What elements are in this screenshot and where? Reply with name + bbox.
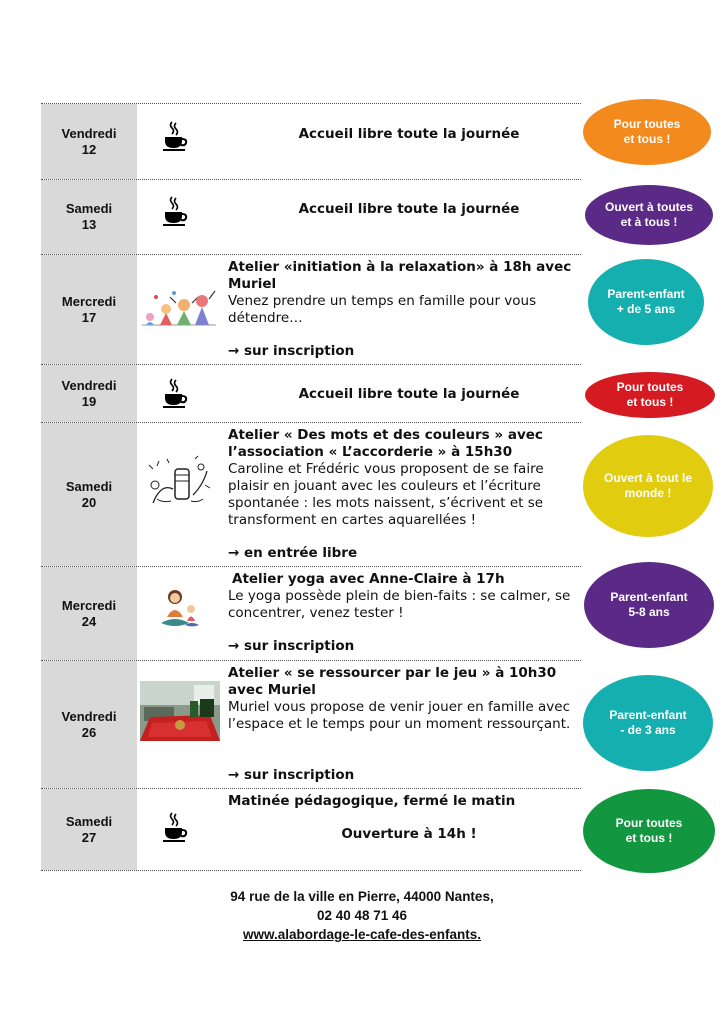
- event-day: Vendredi: [61, 377, 117, 393]
- coffee-cup-icon: [161, 120, 189, 152]
- event-row: [41, 103, 581, 179]
- event-day: Samedi: [65, 201, 113, 216]
- event-title: Accueil libre toute la journée: [298, 386, 520, 402]
- event-row: [41, 660, 581, 788]
- event-date: [41, 423, 137, 566]
- event-row: [41, 566, 581, 660]
- coffee-cup-icon: [161, 811, 189, 843]
- event-row: [41, 254, 581, 364]
- event-title: Accueil libre toute la journée: [298, 126, 520, 142]
- event-row: [41, 788, 581, 871]
- event-title: Atelier yoga avec Anne-Claire à 17h: [232, 571, 505, 587]
- event-note: → sur inscription: [228, 767, 355, 783]
- event-day-number: 26: [81, 724, 97, 740]
- event-row: [41, 364, 581, 422]
- event-date: [41, 365, 137, 422]
- audience-badge: Parent-enfant 5-8 ans: [584, 562, 714, 648]
- footer-phone: 02 40 48 71 46: [316, 908, 408, 923]
- audience-badge: Pour toutes et tous !: [583, 99, 711, 165]
- yoga-drawing: [159, 587, 201, 631]
- event-day-number: 24: [81, 613, 97, 629]
- audience-badge: Pour toutes et tous !: [585, 372, 715, 418]
- footer: [0, 887, 724, 944]
- event-row: [41, 179, 581, 254]
- event-day-number: 13: [81, 217, 97, 232]
- event-date: [41, 789, 137, 870]
- event-description: Le yoga possède plein de bien-faits : se calmer, se concentrer, venez tester !: [228, 588, 571, 621]
- audience-badge: Ouvert à tout le monde !: [583, 435, 713, 537]
- event-day-number: 17: [81, 309, 97, 325]
- event-day: Mercredi: [61, 293, 117, 309]
- event-title: Atelier « se ressourcer par le jeu » à 10h30 avec Muriel: [228, 665, 557, 698]
- event-title: Atelier « Des mots et des couleurs » avec l’association « L’accorderie » à 15h30: [228, 427, 543, 460]
- event-subtitle: Ouverture à 14h !: [341, 826, 477, 842]
- agenda-table: [41, 103, 581, 871]
- event-day-number: 20: [81, 494, 97, 510]
- coffee-cup-icon: [161, 195, 189, 227]
- event-day: Vendredi: [61, 125, 117, 141]
- event-date: [41, 104, 137, 179]
- event-date: [41, 180, 137, 254]
- event-note: → sur inscription: [228, 638, 355, 654]
- event-day: Samedi: [65, 813, 113, 829]
- footer-website-link[interactable]: www.alabordage-le-cafe-des-enfants.: [242, 927, 482, 942]
- footer-address: 94 rue de la ville en Pierre, 44000 Nantes,: [230, 889, 494, 904]
- audience-badge: Parent-enfant + de 5 ans: [588, 259, 704, 345]
- relaxation-drawing: [140, 287, 218, 329]
- audience-badge: Ouvert à toutes et à tous !: [585, 185, 713, 245]
- audience-badge: Pour toutes et tous !: [583, 789, 715, 873]
- event-description: Venez prendre un temps en famille pour vous détendre…: [228, 293, 537, 326]
- event-row: [41, 422, 581, 566]
- event-title: Atelier «initiation à la relaxation» à 18h avec Muriel: [228, 259, 572, 292]
- event-description: Caroline et Frédéric vous proposent de se faire plaisir en jouant avec les couleurs et l’écriture spontanée : les mots naissent, s’écrivent et se transforment en cartes aquarellées !: [228, 461, 544, 528]
- event-day: Samedi: [65, 478, 113, 494]
- event-date: [41, 255, 137, 364]
- event-title: Accueil libre toute la journée: [298, 201, 520, 217]
- event-note: → sur inscription: [228, 343, 355, 359]
- watercolor-drawing: [145, 455, 213, 507]
- event-title: Matinée pédagogique, fermé le matin: [228, 793, 516, 809]
- event-description: Muriel vous propose de venir jouer en famille avec l’espace et le temps pour un moment ressourçant.: [228, 699, 571, 732]
- playroom-photo: [140, 681, 220, 741]
- event-note: → en entrée libre: [228, 545, 358, 561]
- event-day-number: 27: [81, 829, 97, 845]
- audience-badge: Parent-enfant - de 3 ans: [583, 675, 713, 771]
- event-day: Mercredi: [61, 597, 117, 613]
- event-date: [41, 661, 137, 788]
- event-date: [41, 567, 137, 660]
- event-day: Vendredi: [61, 708, 117, 724]
- event-day-number: 12: [81, 141, 97, 157]
- event-day-number: 19: [81, 393, 97, 409]
- coffee-cup-icon: [161, 377, 189, 409]
